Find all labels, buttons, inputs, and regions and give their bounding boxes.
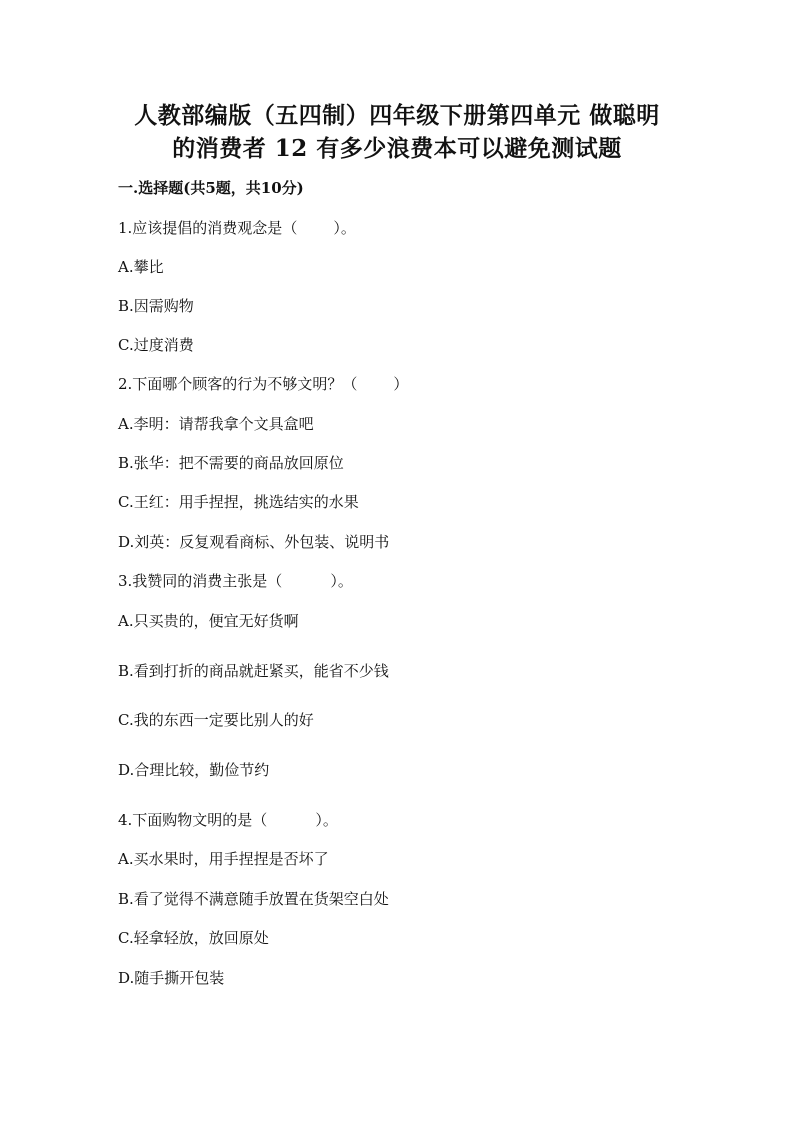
question-3-option-c: C.我的东西一定要比别人的好 [118,711,314,729]
question-1-stem [118,218,356,238]
question-4-stem [118,810,338,830]
section-heading: 一.选择题(共5题，共10分) [118,179,304,197]
question-3-option-d: D.合理比较，勤俭节约 [118,761,270,779]
question-2-option-a: A.李明：请帮我拿个文具盒吧 [118,415,314,433]
document-title-line-2: 的消费者 12 有多少浪费本可以避免测试题 [172,135,622,162]
question-4-stem-end: ）。 [315,811,338,829]
question-1-option-a: A.攀比 [118,258,164,276]
question-2-stem-end: ） [393,375,409,393]
question-2-option-d: D.刘英：反复观看商标、外包装、说明书 [118,533,390,551]
question-1-stem-end: ）。 [333,219,356,237]
document-title-line-1: 人教部编版（五四制）四年级下册第四单元 做聪明 [134,102,660,129]
question-3-stem [118,571,353,591]
question-2-option-c: C.王红：用手捏捏，挑选结实的水果 [118,493,359,511]
question-3-option-b: B.看到打折的商品就赶紧买，能省不少钱 [118,662,389,680]
question-3-stem-text: 3.我赞同的消费主张是（ [118,572,283,590]
question-1-option-c: C.过度消费 [118,336,194,354]
question-3-stem-end: ）。 [330,572,353,590]
question-4-option-a: A.买水果时，用手捏捏是否坏了 [118,850,329,868]
question-2-stem [118,374,408,394]
question-3-option-a: A.只买贵的，便宜无好货啊 [118,612,299,630]
question-1-option-b: B.因需购物 [118,297,194,315]
question-2-stem-text: 2.下面哪个顾客的行为不够文明？（ [118,375,358,393]
question-4-option-b: B.看了觉得不满意随手放置在货架空白处 [118,890,389,908]
question-4-option-d: D.随手撕开包装 [118,969,225,987]
question-4-stem-text: 4.下面购物文明的是（ [118,811,268,829]
question-4-option-c: C.轻拿轻放，放回原处 [118,929,269,947]
question-1-stem-text: 1.应该提倡的消费观念是（ [118,219,298,237]
question-2-option-b: B.张华：把不需要的商品放回原位 [118,454,344,472]
